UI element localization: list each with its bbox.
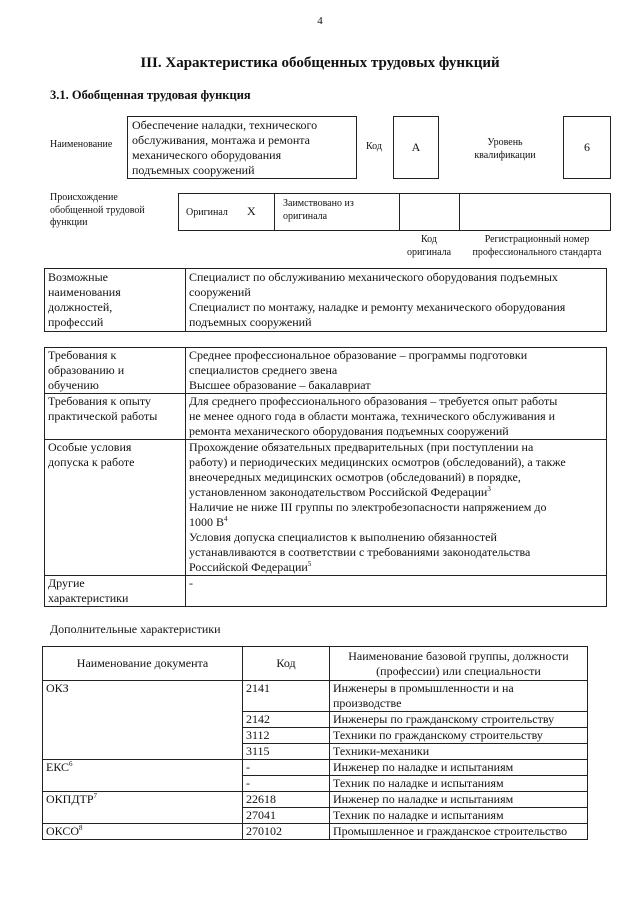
positions-label xyxy=(45,269,186,332)
original-mark: X xyxy=(247,204,256,218)
value-line: устанавливаются в соответствии с требованиями законодательства xyxy=(189,545,531,559)
code-label: Код xyxy=(366,141,382,152)
name-line: Техник по наладке и испытаниям xyxy=(333,808,504,822)
table-row xyxy=(43,681,588,712)
doc-cell xyxy=(43,824,243,840)
caption-line: профессионального стандарта xyxy=(472,246,602,258)
label-line: Другие xyxy=(48,576,85,590)
value-line xyxy=(189,485,603,500)
name-cell xyxy=(330,792,588,808)
name-label: Наименование xyxy=(50,139,113,150)
table-row xyxy=(43,792,588,808)
table-row xyxy=(43,760,588,776)
table-row xyxy=(45,269,607,332)
original-label: Оригинал xyxy=(186,207,228,218)
code-cell: 22618 xyxy=(243,792,330,808)
level-label-line: квалификации xyxy=(474,149,536,161)
req-value xyxy=(186,348,607,394)
code-cell: 270102 xyxy=(243,824,330,840)
label-line: образованию и xyxy=(48,363,125,377)
name-cell xyxy=(330,824,588,840)
borrowed-label-line: оригинала xyxy=(283,210,328,222)
subsection-title: 3.1. Обобщенная трудовая функция xyxy=(50,88,251,102)
code-cell: 2142 xyxy=(243,712,330,728)
value-line: специалистов среднего звена xyxy=(189,363,338,377)
req-value xyxy=(186,394,607,440)
reg-number-caption xyxy=(462,234,612,259)
name-cell xyxy=(330,760,588,776)
footnote-ref: 8 xyxy=(79,824,83,832)
value-line: Для среднего профессионального образования – требуется опыт работы xyxy=(189,394,558,408)
doc-cell xyxy=(43,792,243,824)
header-name xyxy=(330,647,588,681)
table-row xyxy=(43,824,588,840)
page-number: 4 xyxy=(317,15,323,27)
footnote-ref: 7 xyxy=(93,792,98,800)
label-line: допуска к работе xyxy=(48,455,135,469)
function-name-box xyxy=(127,116,357,179)
value-line: Условия допуска специалистов к выполнению обязанностей xyxy=(189,530,497,544)
value-line: ремонта механического оборудования подъемных сооружений xyxy=(189,424,509,438)
level-value: 6 xyxy=(563,116,611,179)
origin-divider xyxy=(459,194,460,230)
name-cell xyxy=(330,681,588,712)
table-row xyxy=(45,348,607,394)
doc-cell xyxy=(43,681,243,760)
value-line: работу) и периодических медицинских осмотров (обследований), а также xyxy=(189,455,566,469)
name-line: Инженер по наладке и испытаниям xyxy=(333,760,514,774)
caption-line: Код xyxy=(421,234,437,245)
label-line: Требования к xyxy=(48,348,117,362)
doc-cell xyxy=(43,760,243,792)
origin-label xyxy=(50,192,145,230)
doc-name: ЕКС xyxy=(46,760,70,774)
label-line: должностей, xyxy=(48,300,113,314)
origin-box xyxy=(178,193,611,231)
positions-table xyxy=(44,268,607,332)
name-line: Промышленное и гражданское строительство xyxy=(333,824,568,838)
code-cell: 3115 xyxy=(243,744,330,760)
function-name-line: обслуживания, монтажа и ремонта xyxy=(132,133,311,147)
code-cell: 27041 xyxy=(243,808,330,824)
name-line: Техник по наладке и испытаниям xyxy=(333,776,504,790)
req-label xyxy=(45,576,186,607)
footnote-ref: 5 xyxy=(307,560,312,568)
code-cell: 2141 xyxy=(243,681,330,712)
label-line: Требования к опыту xyxy=(48,394,151,408)
name-line: производстве xyxy=(333,696,402,710)
header-doc: Наименование документа xyxy=(43,647,243,681)
doc-name: ОКСО xyxy=(46,824,80,838)
value-line: сооружений xyxy=(189,285,251,299)
value-text: установленном законодательством Российской Федерации xyxy=(189,485,488,499)
label-line: характеристики xyxy=(48,591,129,605)
table-row xyxy=(45,440,607,576)
function-name-line: механического оборудования xyxy=(132,148,282,162)
footnote-ref: 3 xyxy=(487,485,491,493)
header-code: Код xyxy=(243,647,330,681)
footnote-ref: 6 xyxy=(69,760,73,768)
label-line: наименования xyxy=(48,285,121,299)
requirements-table xyxy=(44,347,607,607)
label-line: профессий xyxy=(48,315,104,329)
function-name-line: подъемных сооружений xyxy=(132,163,255,177)
value-line: не менее одного года в области монтажа, технического обслуживания и xyxy=(189,409,556,423)
value-line: - xyxy=(189,576,193,590)
additional-table xyxy=(42,646,588,840)
name-line: Инженер по наладке и испытаниям xyxy=(333,792,514,806)
code-cell: - xyxy=(243,776,330,792)
name-cell xyxy=(330,744,588,760)
borrowed-label-line: Заимствовано из xyxy=(283,198,354,209)
value-line: Среднее профессиональное образование – программы подготовки xyxy=(189,348,528,362)
name-line: Техники по гражданскому строительству xyxy=(333,728,543,742)
name-line: Техники-механики xyxy=(333,744,430,758)
section-title: III. Характеристика обобщенных трудовых функций xyxy=(140,55,500,71)
origin-label-line: Происхождение xyxy=(50,192,118,203)
code-cell: - xyxy=(243,760,330,776)
name-cell xyxy=(330,808,588,824)
req-value xyxy=(186,576,607,607)
name-cell xyxy=(330,776,588,792)
label-line: обучению xyxy=(48,378,99,392)
table-row xyxy=(45,394,607,440)
additional-title: Дополнительные характеристики xyxy=(50,622,221,636)
value-line: Специалист по обслуживанию механического оборудования подъемных xyxy=(189,270,558,284)
value-line: Прохождение обязательных предварительных (при поступлении на xyxy=(189,440,534,454)
name-cell xyxy=(330,728,588,744)
code-cell: 3112 xyxy=(243,728,330,744)
caption-line: оригинала xyxy=(406,246,452,258)
origin-label-line: обобщенной трудовой xyxy=(50,204,145,216)
header-line: (профессии) или специальности xyxy=(376,663,541,678)
label-line: практической работы xyxy=(48,409,158,423)
level-label xyxy=(465,137,545,162)
name-cell xyxy=(330,712,588,728)
code-original-caption xyxy=(398,234,460,259)
req-label xyxy=(45,440,186,576)
value-line xyxy=(189,515,603,530)
footnote-ref: 4 xyxy=(224,515,228,523)
origin-divider xyxy=(399,194,400,230)
value-line: подъемных сооружений xyxy=(189,315,312,329)
value-line: внеочередных медицинских осмотров (обследований) в порядке, xyxy=(189,470,521,484)
req-label xyxy=(45,394,186,440)
table-row xyxy=(45,576,607,607)
value-text: Российской Федерации xyxy=(189,560,308,574)
borrowed-label xyxy=(283,198,354,223)
label-line: Особые условия xyxy=(48,440,132,454)
value-text: 1000 В xyxy=(189,515,225,529)
name-line: Инженеры в промышленности и на xyxy=(333,681,514,695)
origin-divider xyxy=(274,194,275,230)
req-value xyxy=(186,440,607,576)
value-line xyxy=(189,560,603,575)
caption-line: Регистрационный номер xyxy=(484,234,590,245)
positions-value xyxy=(186,269,607,332)
level-label-line: Уровень xyxy=(487,137,523,148)
code-value: А xyxy=(393,116,439,179)
header-line: Наименование базовой группы, должности xyxy=(348,648,569,663)
label-line: Возможные xyxy=(48,270,108,284)
value-line: Специалист по монтажу, наладке и ремонту механического оборудования xyxy=(189,300,566,314)
doc-name: ОКЗ xyxy=(46,681,69,695)
req-label xyxy=(45,348,186,394)
name-line: Инженеры по гражданскому строительству xyxy=(333,712,555,726)
value-line: Наличие не ниже III группы по электробезопасности напряжением до xyxy=(189,500,547,514)
doc-name: ОКПДТР xyxy=(46,792,94,806)
origin-label-line: функции xyxy=(50,217,88,228)
table-header-row xyxy=(43,647,588,681)
function-name-line: Обеспечение наладки, технического xyxy=(132,118,318,132)
value-line: Высшее образование – бакалавриат xyxy=(189,378,371,392)
